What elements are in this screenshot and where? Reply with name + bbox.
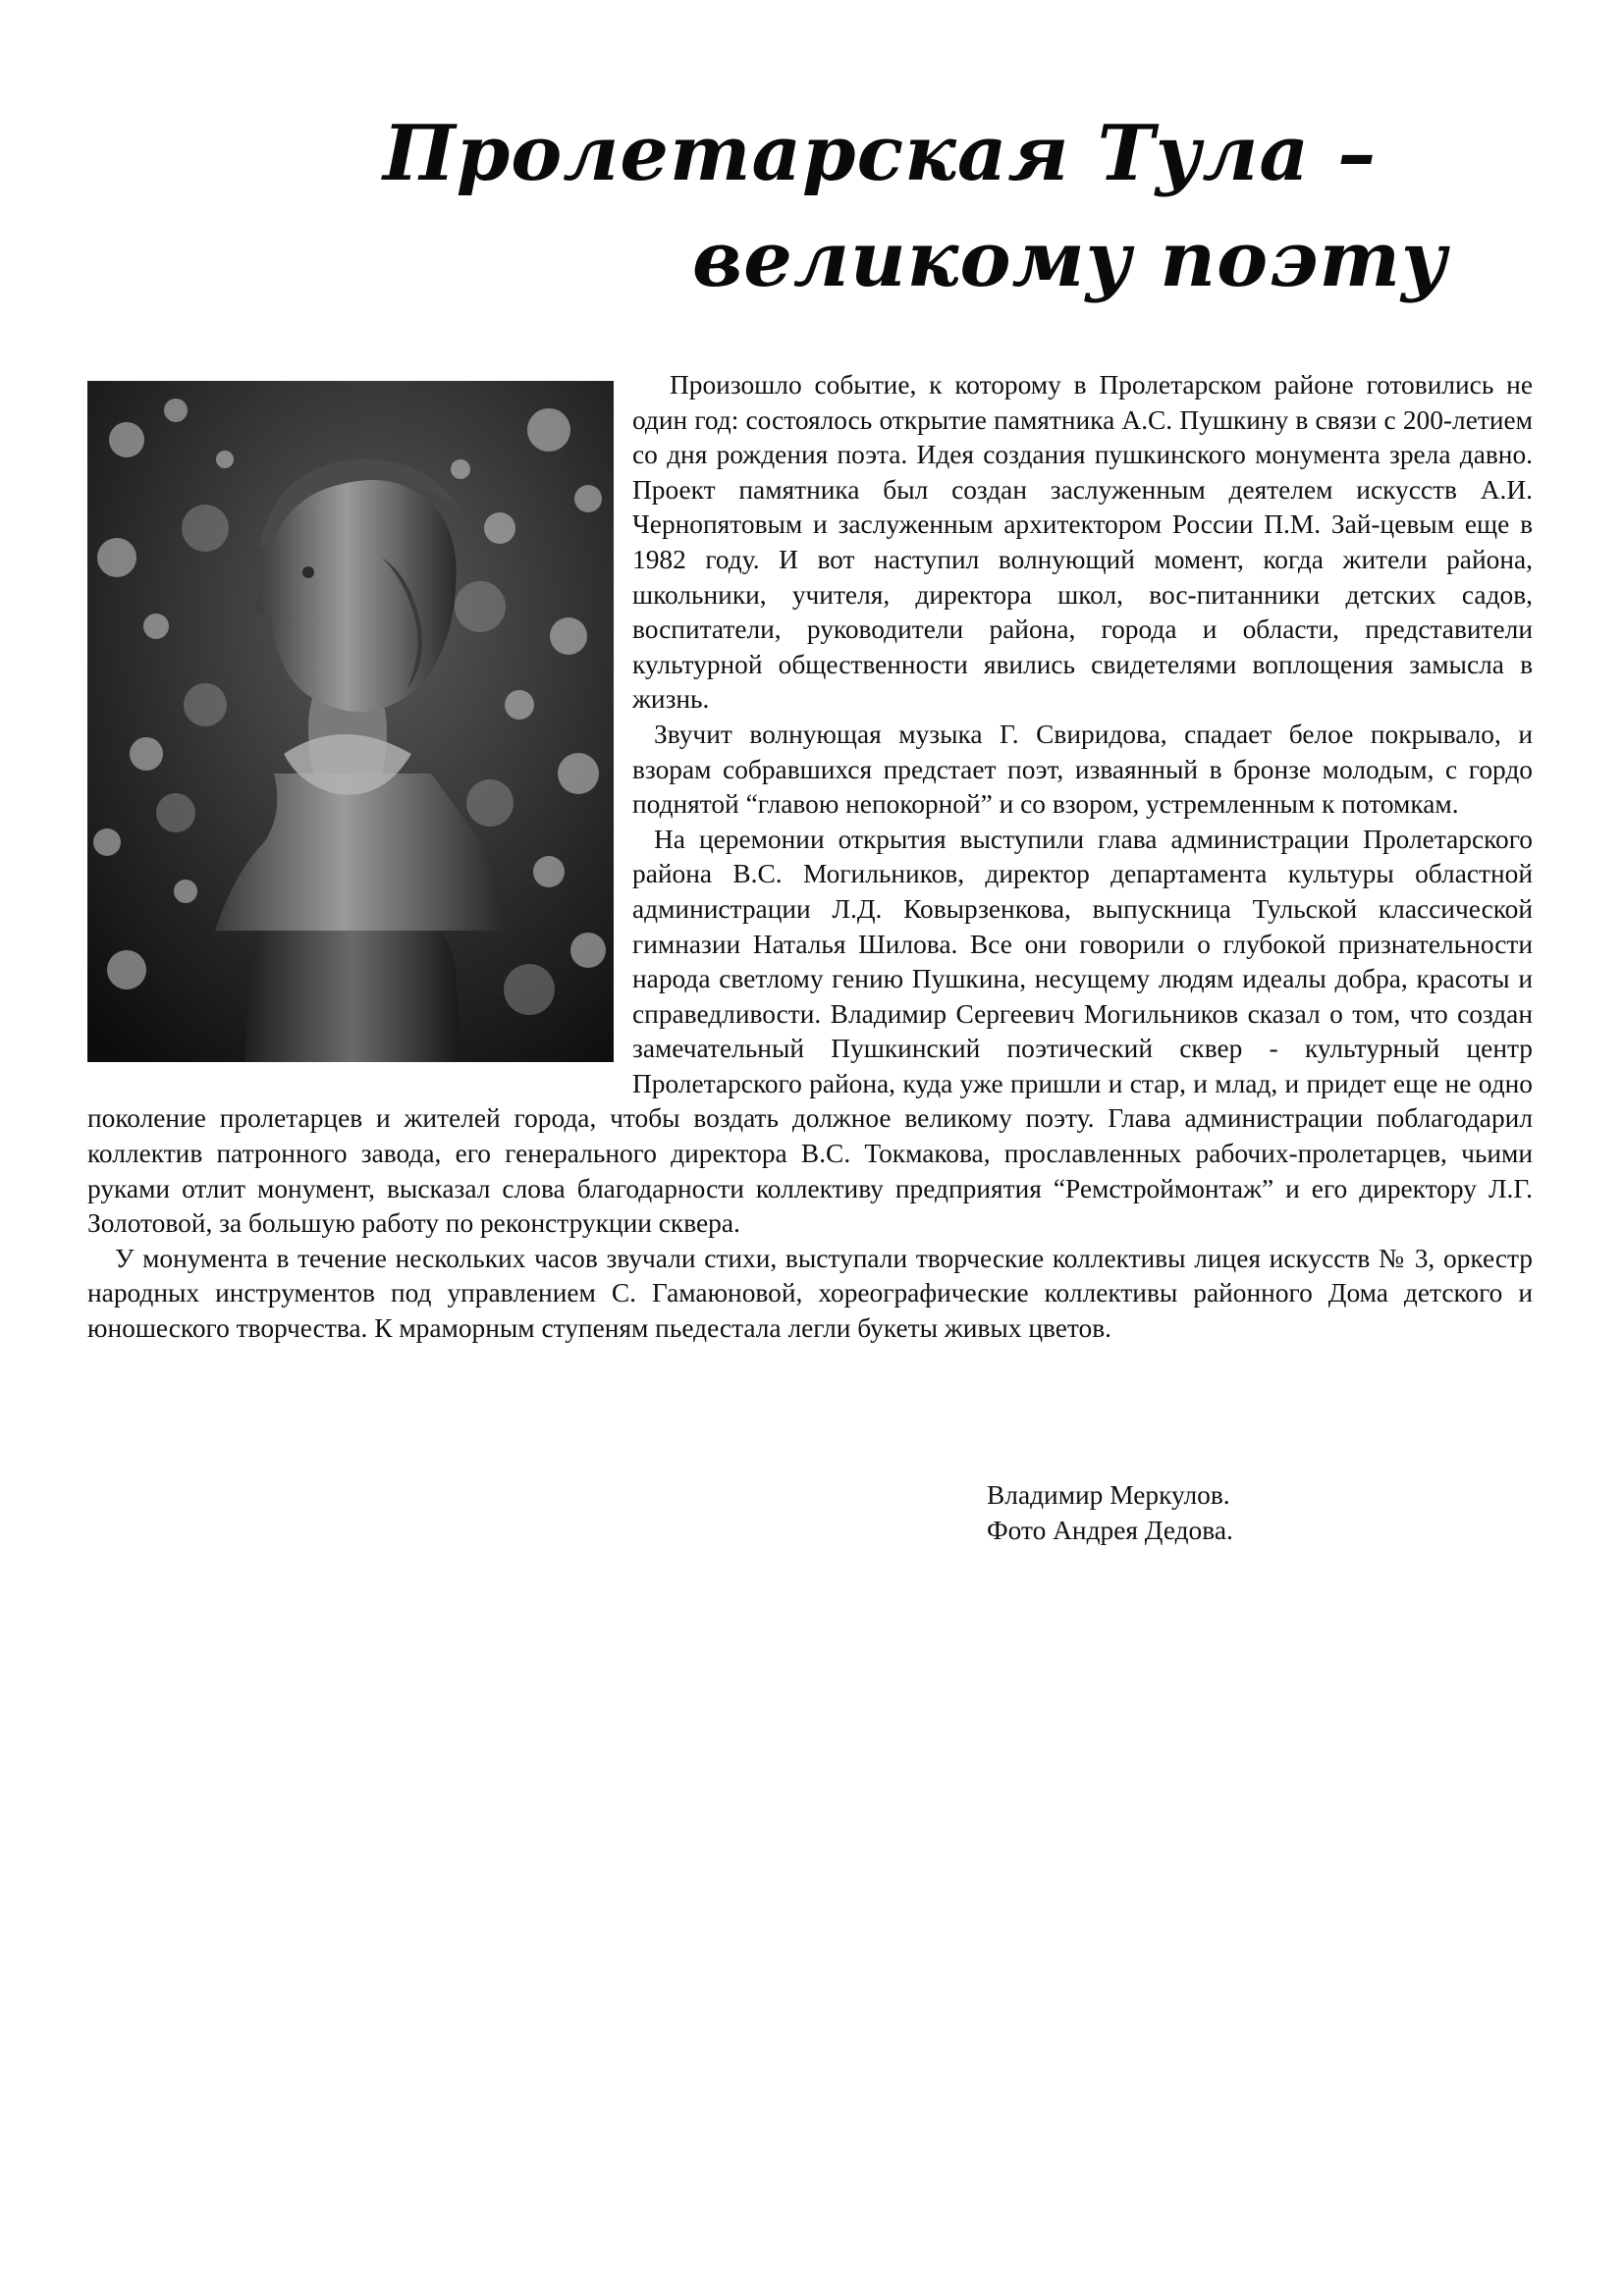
photo-credit: Фото Андрея Дедова. [987, 1516, 1233, 1545]
article-paragraph-3: На церемонии открытия выступили глава администрации Пролетарского района В.С. Могильников, директор департамента культуры областной администрации Л.Д. Ковырзенкова, выпускница Тульской классической гимназии Наталья Шилова. Все они говорили о глубокой признательности народа светлому гению Пушкина, несущему людям идеалы добра, красоты и справедливости. Владимир Сергеевич Могильников сказал о том, что создан замечательный Пушкинский поэтический сквер - культурный центр Пролетарского района, куда уже пришли и стар, и млад, и придет еще не одно поколение пролетарцев и жителей города, чтобы воздать должное великому поэту. Глава администрации поблагодарил коллектив патронного завода, его генерального директора В.С. Токмакова, прославленных рабочих-пролетарцев, чьими руками отлит монумент, высказал слова благодарности коллективу предприятия “Ремстроймонтаж” и его директору Л.Г. Золотовой, за большую работу по реконструкции сквера. [87, 824, 1533, 1239]
article-paragraph-2: Звучит волнующая музыка Г. Свиридова, спадает белое покрывало, и взорам собравшихся предстает поэт, изваянный в бронзе молодым, с гордо поднятой “главою непокорной” и со взором, устремленным к потомкам. [632, 719, 1533, 820]
signature-block [987, 1477, 1233, 1548]
article-paragraph-1: Произошло событие, к которому в Пролетарском районе готовились не один год: состоялось открытие памятника А.С. Пушкину в связи с 200-летием со дня рождения поэта. Идея создания пушкинского монумента зрела давно. Проект памятника был создан заслуженным деятелем искусств А.И. Чернопятовым и заслуженным архитектором России П.М. Зай-цевым еще в 1982 году. И вот наступил волнующий момент, когда жители района, школьники, учителя, директора школ, вос-питанники детских садов, воспитатели, руководители района, города и области, представители культурной общественности явились свидетелями воплощения замысла в жизнь. [632, 370, 1533, 715]
article-body [87, 368, 1533, 1347]
author-name: Владимир Меркулов. [987, 1480, 1230, 1510]
article-paragraph-4: У монумента в течение нескольких часов звучали стихи, выступали творческие коллективы лицея искусств № 3, оркестр народных инструментов под управлением С. Гамаюновой, хореографические коллективы районного Дома детского и юношеского творчества. К мраморным ступеням пьедестала легли букеты живых цветов. [87, 1243, 1533, 1344]
page-title-line-1: Пролетарская Тула – [383, 109, 1378, 198]
page-title-line-2: великому поэту [692, 215, 1448, 304]
photo-float-spacer [87, 368, 614, 1067]
